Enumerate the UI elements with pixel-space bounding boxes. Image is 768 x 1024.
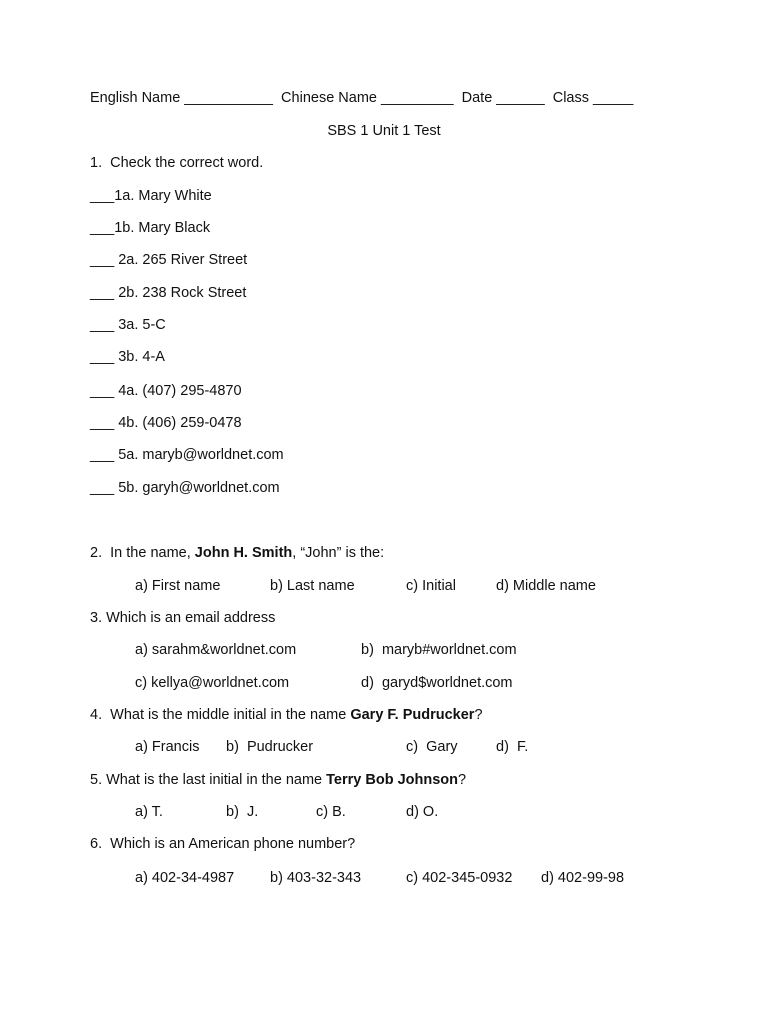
q5-suffix: ? [458,772,467,788]
q2-option-a: a) First name [135,578,221,594]
q1-item: ___ 5b. garyh@worldnet.com [90,480,280,496]
q5-option-a: a) T. [135,804,163,820]
q5-option-d: d) O. [406,804,439,820]
q3-option-d: d) garyd$worldnet.com [361,675,513,691]
q2-option-b: b) Last name [270,578,355,594]
q4-suffix: ? [474,707,483,723]
q5-prefix: 5. What is the last initial in the name [90,772,327,788]
q1-item: ___ 3a. 5-C [90,317,166,333]
q2-option-c: c) Initial [406,578,456,594]
q1-item: ___1a. Mary White [90,188,212,204]
q6-option-c: c) 402-345-0932 [406,870,513,886]
q4-option-c: c) Gary [406,739,458,755]
q6-option-d: d) 402-99-98 [541,870,625,886]
q1-item: ___ 5a. maryb@worldnet.com [90,447,284,463]
q5-option-b: b) J. [226,804,259,820]
q4-option-a: a) Francis [135,739,200,755]
q2-prompt [90,544,384,562]
q6-prompt: 6. Which is an American phone number? [90,836,356,852]
q2-option-d: d) Middle name [496,578,596,594]
q4-name: Gary F. Pudrucker [350,707,475,723]
q1-item: ___1b. Mary Black [90,220,211,236]
q5-prompt [90,771,466,789]
q6-option-b: b) 403-32-343 [270,870,362,886]
q3-option-b: b) maryb#worldnet.com [361,642,517,658]
q5-option-c: c) B. [316,804,346,820]
page-title: SBS 1 Unit 1 Test [327,123,441,139]
q4-prefix: 4. What is the middle initial in the name [90,707,351,723]
q2-prefix: 2. In the name, [90,545,195,561]
q5-name: Terry Bob Johnson [326,772,459,788]
q1-item: ___ 2b. 238 Rock Street [90,285,247,301]
q6-option-a: a) 402-34-4987 [135,870,235,886]
q3-option-c: c) kellya@worldnet.com [135,675,290,691]
q1-item: ___ 4b. (406) 259-0478 [90,415,242,431]
q4-prompt [90,706,483,724]
q3-prompt: 3. Which is an email address [90,610,276,626]
q4-option-d: d) F. [496,739,529,755]
q2-suffix: , “John” is the: [292,545,385,561]
q1-item: ___ 3b. 4-A [90,349,165,365]
q1-item: ___ 2a. 265 River Street [90,252,248,268]
q1-item: ___ 4a. (407) 295-4870 [90,383,242,399]
q4-option-b: b) Pudrucker [226,739,314,755]
q2-name: John H. Smith [194,545,293,561]
header-fields: English Name ___________ Chinese Name _________ Date ______ Class _____ [90,90,634,106]
q3-option-a: a) sarahm&worldnet.com [135,642,297,658]
q1-prompt: 1. Check the correct word. [90,155,264,171]
